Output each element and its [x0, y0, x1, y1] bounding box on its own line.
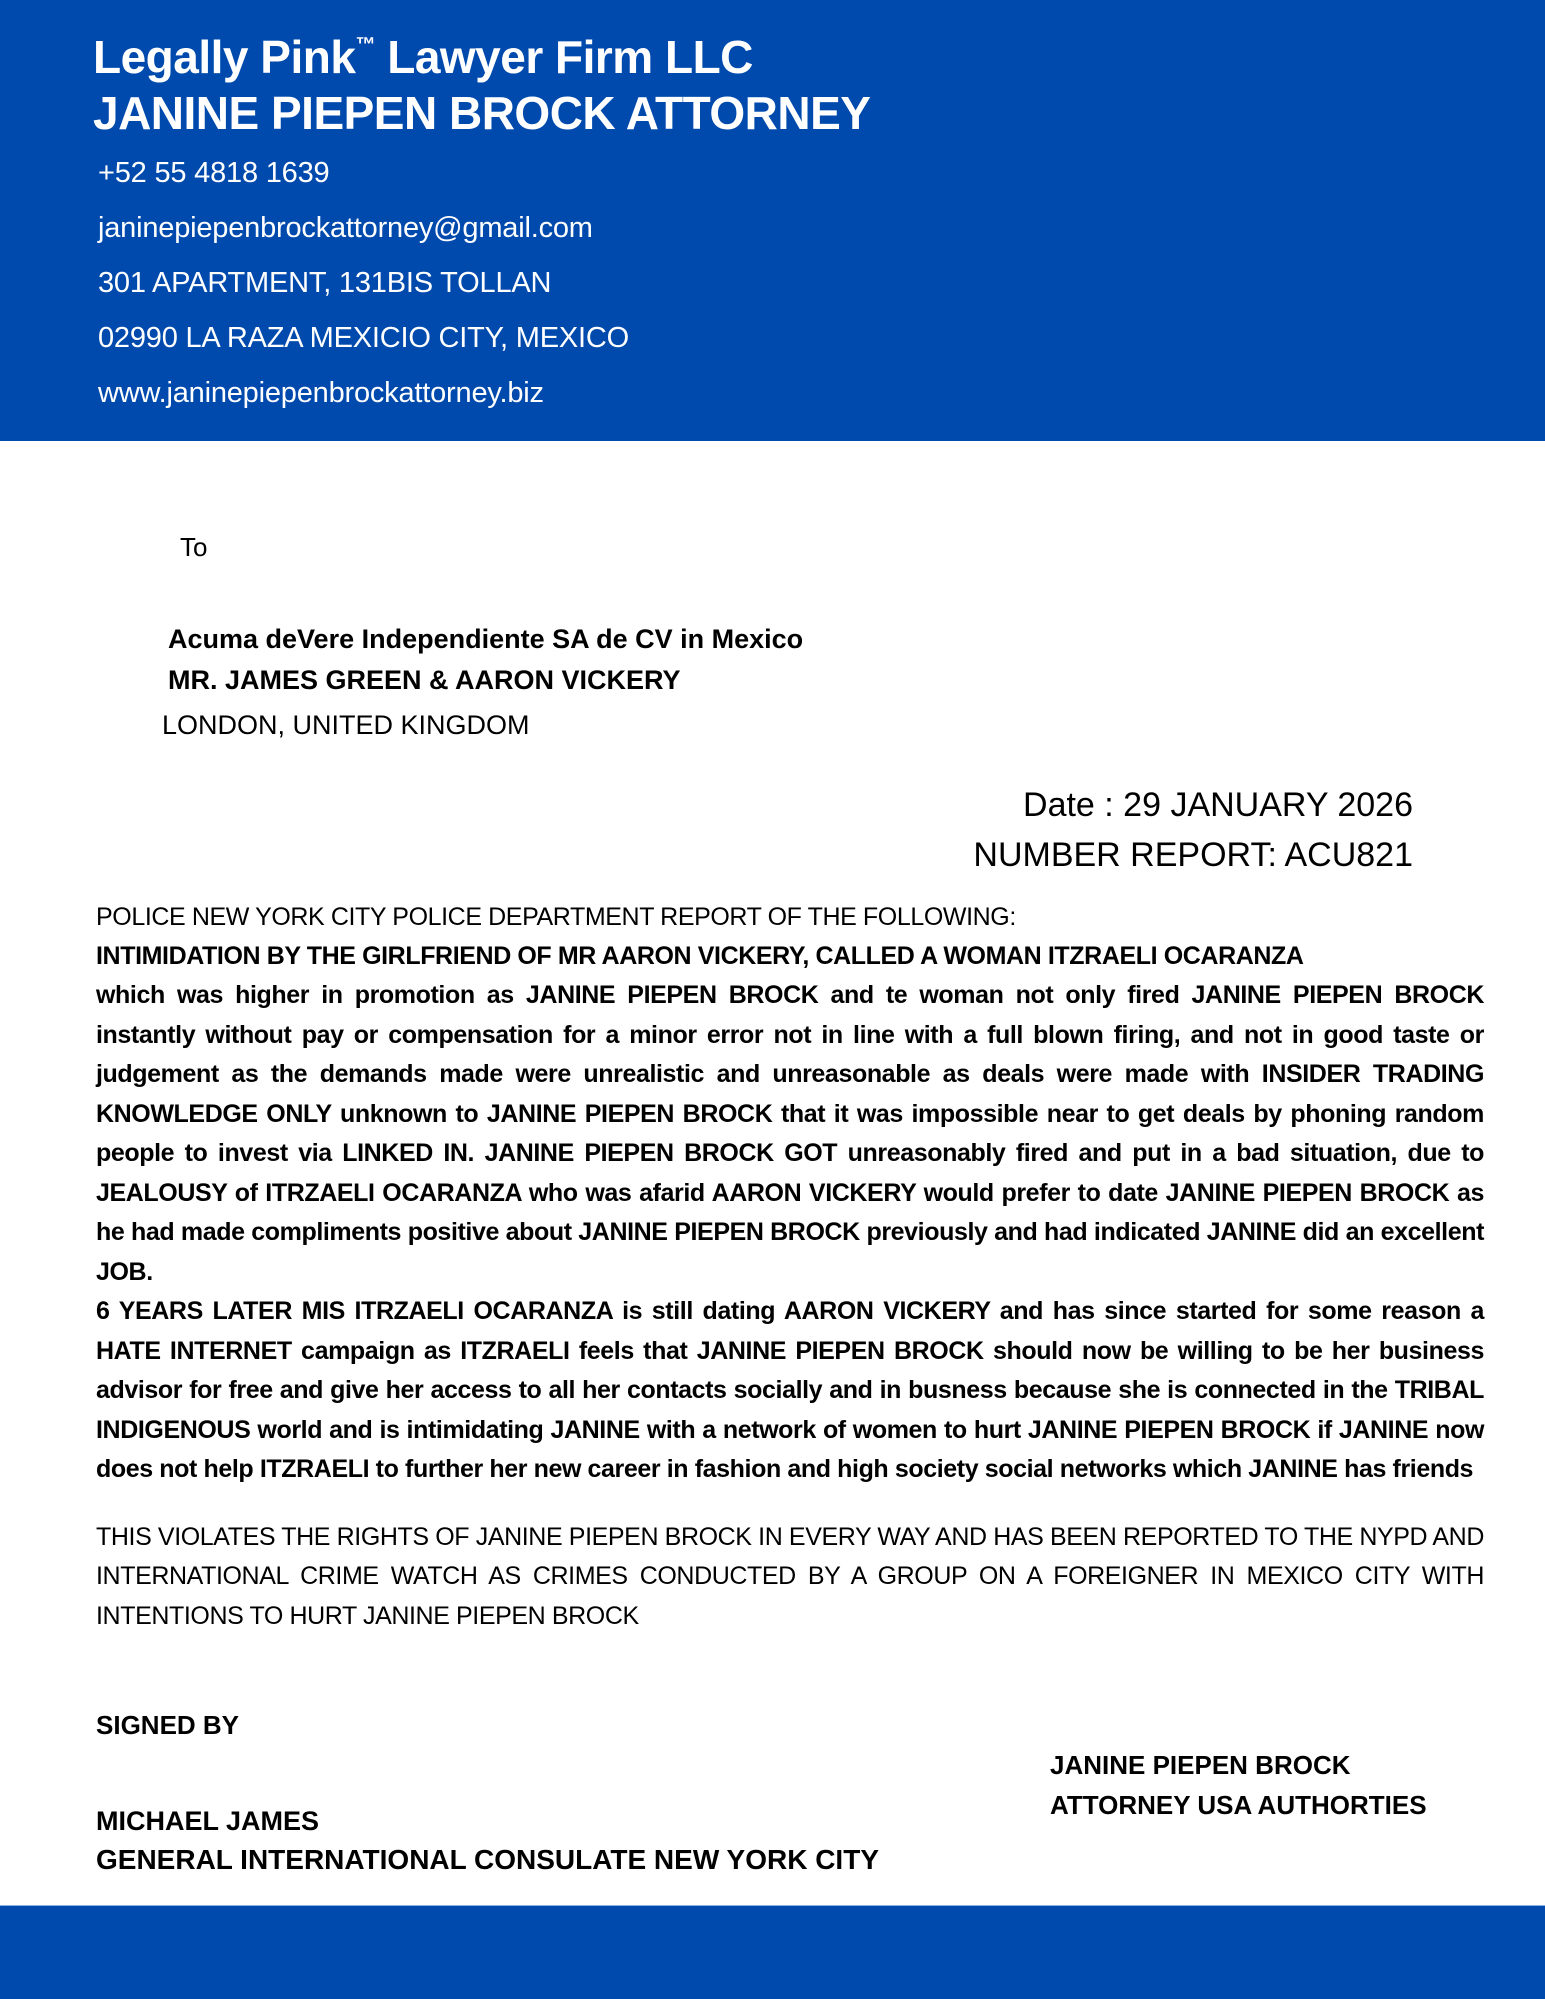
contact-address-line2: 02990 LA RAZA MEXICIO CITY, MEXICO [98, 322, 629, 354]
report-meta [973, 780, 1413, 880]
violation-statement: THIS VIOLATES THE RIGHTS OF JANINE PIEPEN BROCK IN EVERY WAY AND HAS BEEN REPORTED TO THE NYPD AND INTERNATIONAL CRIME WATCH AS CRIMES CONDUCTED BY A GROUP ON A FOREIGNER IN MEXICO CITY WITH INTENTIONS TO HURT JANINE PIEPEN BROCK [96, 1522, 1484, 1630]
signer-title: GENERAL INTERNATIONAL CONSULATE NEW YORK CITY [96, 1844, 879, 1875]
recipient-company: Acuma deVere Independiente SA de CV in Mexico [168, 624, 804, 654]
contact-phone: +52 55 4818 1639 [98, 157, 330, 189]
firm-name [93, 30, 753, 84]
attorney-signature-title: ATTORNEY USA AUTHORTIES [1050, 1790, 1427, 1820]
contact-website: www.janinepiepenbrockattorney.biz [98, 377, 544, 409]
recipient-names: MR. JAMES GREEN & AARON VICKERY [168, 665, 681, 695]
report-paragraph-1: which was higher in promotion as JANINE PIEPEN BROCK and te woman not only fired JANINE PIEPEN BROCK instantly without pay or compensation for a minor error not in line with a full blown firing, and not in good taste or judgement as the demands made were unrealistic and unreasonable as deals were made with INSIDER TRADING KNOWLEDGE ONLY unknown to JANINE PIEPEN BROCK that it was impossible near to get deals by phoning random people to invest via LINKED IN. JANINE PIEPEN BROCK GOT unreasonably fired and put in a bad situation, due to JEALOUSY of ITRZAELI OCARANZA who was afarid AARON VICKERY would prefer to date JANINE PIEPEN BROCK as he had made compliments positive about JANINE PIEPEN BROCK previously and had indicated JANINE did an excellent JOB. [96, 981, 1484, 1286]
report-date: Date : 29 JANUARY 2026 [1023, 786, 1413, 824]
signer-name: MICHAEL JAMES [96, 1806, 320, 1836]
contact-address-line1: 301 APARTMENT, 131BIS TOLLAN [98, 267, 552, 299]
trademark-mark: ™ [355, 34, 375, 56]
letterhead-header [0, 0, 1545, 441]
firm-name-primary: Legally Pink [93, 31, 356, 83]
contact-email: janinepiepenbrockattorney@gmail.com [98, 212, 593, 244]
report-body [96, 898, 1484, 1636]
attorney-signature-name: JANINE PIEPEN BROCK [1050, 1750, 1351, 1780]
report-heading: POLICE NEW YORK CITY POLICE DEPARTMENT REPORT OF THE FOLLOWING: [96, 903, 1016, 931]
recipient-location: LONDON, UNITED KINGDOM [162, 710, 530, 740]
firm-name-rest: Lawyer Firm LLC [374, 31, 753, 83]
report-number: NUMBER REPORT: ACU821 [973, 836, 1413, 874]
attorney-title: JANINE PIEPEN BROCK ATTORNEY [93, 87, 871, 139]
to-label: To [180, 532, 208, 562]
signed-by-label: SIGNED BY [96, 1710, 240, 1740]
report-subject: INTIMIDATION BY THE GIRLFRIEND OF MR AARON VICKERY, CALLED A WOMAN ITZRAELI OCARANZA [96, 942, 1304, 970]
report-paragraph-2: 6 YEARS LATER MIS ITRZAELI OCARANZA is still dating AARON VICKERY and has since started for some reason a HATE INTERNET campaign as ITZRAELI feels that JANINE PIEPEN BROCK should now be willing to be her business advisor for free and give her access to all her contacts socially and in busness because she is connected in the TRIBAL INDIGENOUS world and is intimidating JANINE with a network of women to hurt JANINE PIEPEN BROCK if JANINE now does not help ITZRAELI to further her new career in fashion and high society social networks which JANINE has friends [96, 1297, 1484, 1483]
letterhead-footer [0, 1905, 1545, 1999]
